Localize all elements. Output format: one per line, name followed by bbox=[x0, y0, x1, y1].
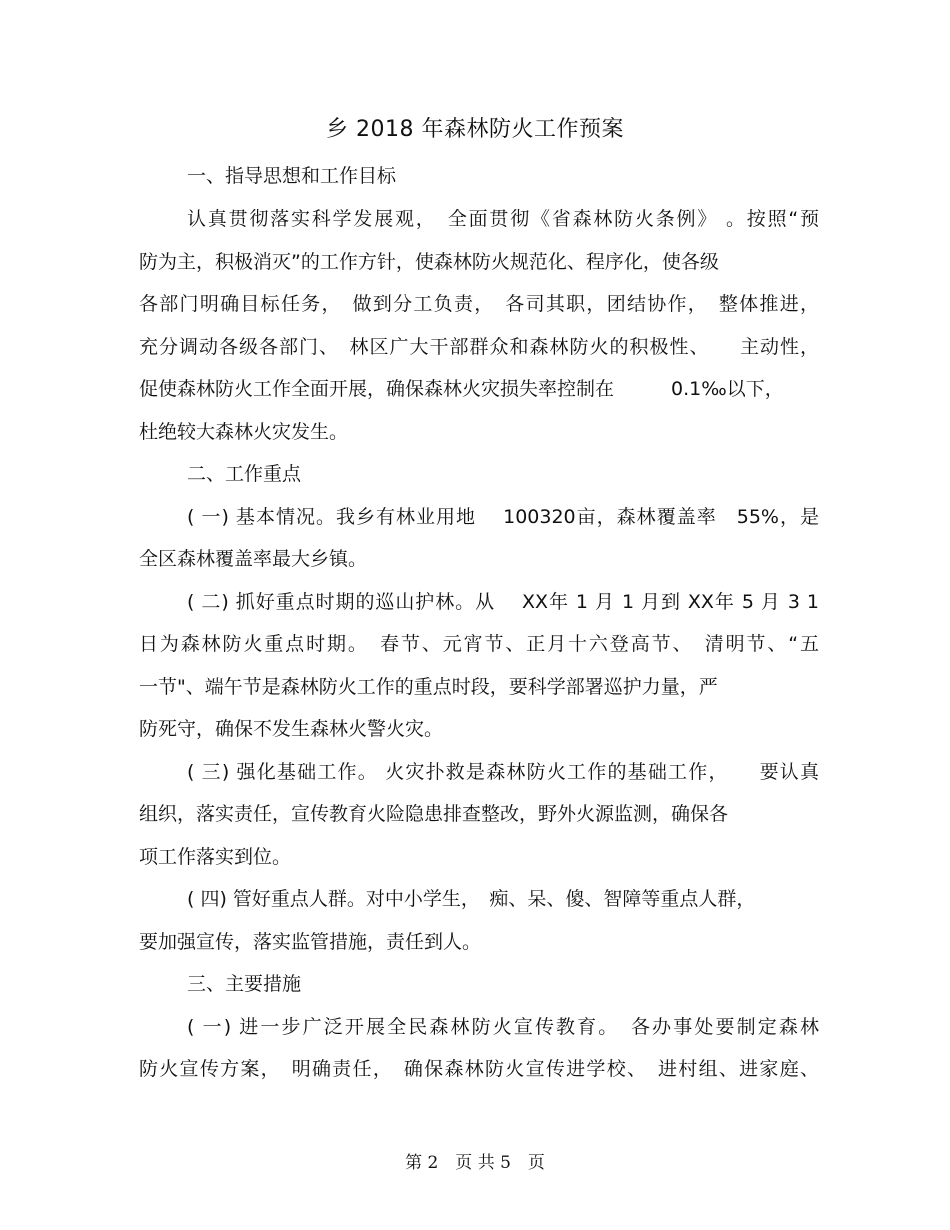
paragraph-line: 充分调动各级各部门、 林区广大干部群众和森林防火的积极性、 主动性， bbox=[139, 336, 819, 358]
paragraph-line: ( 三) 强化基础工作。 火灾扑救是森林防火工作的基础工作， 要认真 bbox=[187, 761, 819, 783]
paragraph-line: 全区森林覆盖率最大乡镇。 bbox=[139, 548, 368, 570]
paragraph-line: 一节"、端午节是森林防火工作的重点时段，要科学部署巡护力量，严 bbox=[139, 676, 718, 698]
paragraph-line: 杜绝较大森林火灾发生。 bbox=[139, 421, 349, 443]
paragraph-line: 认真贯彻落实科学发展观， 全面贯彻《省森林防火条例》 。按照“预 bbox=[187, 208, 819, 230]
paragraph-line: ( 一) 基本情况。我乡有林业用地 100320亩，森林覆盖率 55%，是 bbox=[187, 506, 819, 528]
paragraph-line: 要加强宣传，落实监管措施，责任到人。 bbox=[139, 931, 482, 953]
paragraph-line: ( 四) 管好重点人群。对中小学生， 痴、呆、傻、智障等重点人群， bbox=[187, 888, 756, 910]
paragraph-line: 防为主，积极消灭”的工作方针，使森林防火规范化、程序化，使各级 bbox=[139, 251, 719, 273]
paragraph-line: 防死守，确保不发生森林火警火灾。 bbox=[139, 718, 444, 740]
section-heading-main-measures: 三、主要措施 bbox=[187, 973, 302, 995]
paragraph-line: 促使森林防火工作全面开展，确保森林火灾损失率控制在 0.1‰以下， bbox=[139, 378, 784, 400]
section-heading-work-focus: 二、工作重点 bbox=[187, 463, 302, 485]
paragraph-line: 项工作落实到位。 bbox=[139, 846, 292, 868]
paragraph-line: 各部门明确目标任务， 做到分工负责， 各司其职，团结协作， 整体推进， bbox=[139, 293, 819, 315]
paragraph-line: 日为森林防火重点时期。 春节、元宵节、正月十六登高节、 清明节、“五 bbox=[139, 633, 819, 655]
paragraph-line: 组织，落实责任，宣传教育火险隐患排查整改，野外火源监测，确保各 bbox=[139, 803, 729, 825]
paragraph-line: 防火宣传方案， 明确责任， 确保森林防火宣传进学校、 进村组、进家庭、 bbox=[139, 1058, 819, 1080]
page-footer: 第 2 页 共 5 页 bbox=[405, 1153, 545, 1173]
document-title: 乡 2018 年森林防火工作预案 bbox=[326, 117, 624, 142]
paragraph-line: ( 一) 进一步广泛开展全民森林防火宣传教育。 各办事处要制定森林 bbox=[187, 1016, 819, 1038]
paragraph-line: ( 二) 抓好重点时期的巡山护林。从 XX年 1 月 1 月到 XX年 5 月 3 1 bbox=[187, 591, 819, 613]
section-heading-guiding-ideology: 一、指导思想和工作目标 bbox=[187, 165, 397, 187]
